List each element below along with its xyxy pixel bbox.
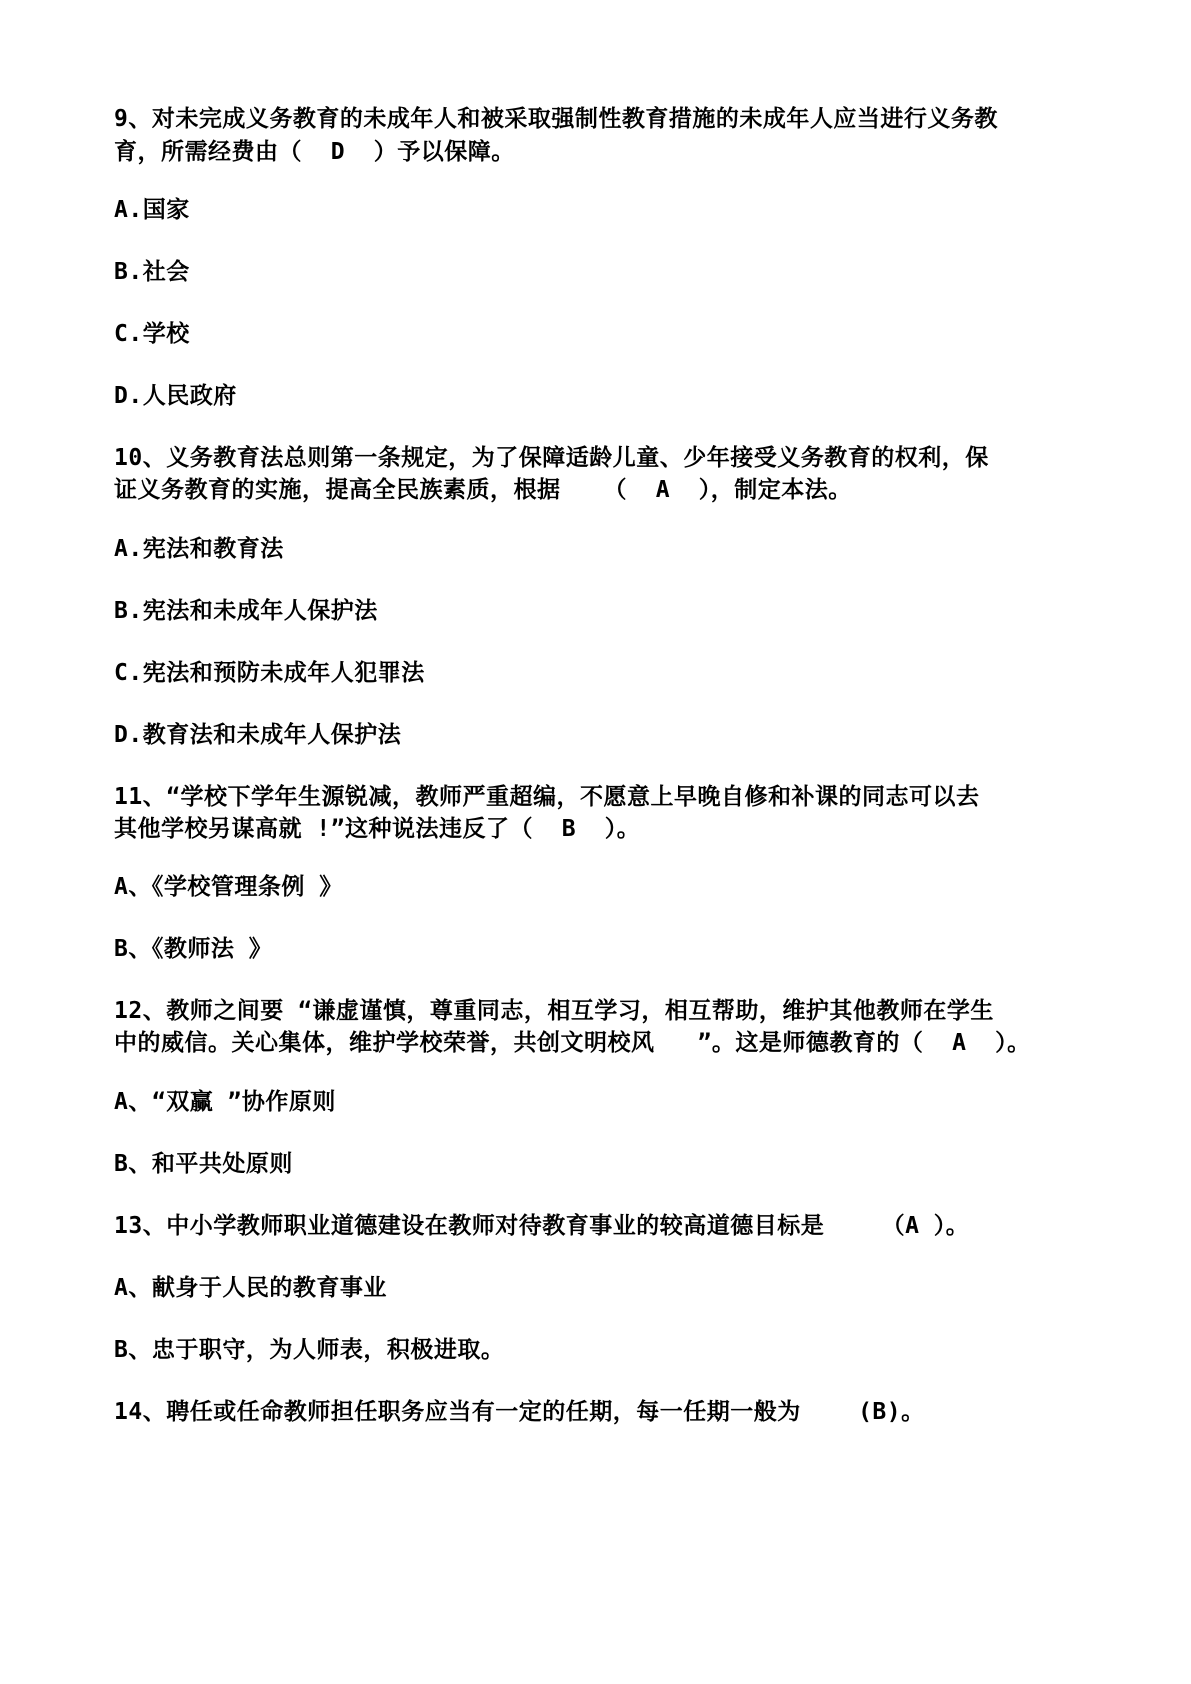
question-11-line-2: 其他学校另谋高就 !”这种说法违反了（ B ）。 (114, 816, 641, 842)
question-10-line-1: 10、义务教育法总则第一条规定，为了保障适龄儿童、少年接受义务教育的权利，保 (114, 445, 989, 471)
question-10-option-c: C.宪法和预防未成年人犯罪法 (114, 660, 425, 686)
question-9-option-a: A.国家 (114, 197, 190, 223)
question-10-option-a: A.宪法和教育法 (114, 536, 284, 562)
question-12-line-2: 中的威信。关心集体，维护学校荣誉，共创文明校风 ”。这是师德教育的（ A ）。 (114, 1030, 1031, 1056)
question-11-option-b: B、《教师法 》 (114, 936, 273, 962)
question-13-option-a: A、献身于人民的教育事业 (114, 1275, 387, 1301)
question-9-line-2: 育，所需经费由（ D ）予以保障。 (114, 139, 515, 165)
question-11-line-1: 11、“学校下学年生源锐减，教师严重超编，不愿意上早晚自修和补课的同志可以去 (114, 784, 980, 810)
question-9-option-d: D.人民政府 (114, 383, 237, 409)
question-12-line-1: 12、教师之间要 “谦虚谨慎，尊重同志，相互学习，相互帮助，维护其他教师在学生 (114, 998, 994, 1024)
question-9-option-c: C.学校 (114, 321, 190, 347)
question-10-line-2: 证义务教育的实施，提高全民族素质，根据 （ A ），制定本法。 (114, 477, 852, 503)
question-11-option-a: A、《学校管理条例 》 (114, 874, 343, 900)
question-13-line-1: 13、中小学教师职业道德建设在教师对待教育事业的较高道德目标是 （A ）。 (114, 1213, 970, 1239)
question-12-option-b: B、和平共处原则 (114, 1151, 293, 1177)
question-12-option-a: A、“双赢 ”协作原则 (114, 1089, 336, 1115)
question-9-line-1: 9、对未完成义务教育的未成年人和被采取强制性教育措施的未成年人应当进行义务教 (114, 106, 998, 132)
question-13-option-b: B、忠于职守，为人师表，积极进取。 (114, 1337, 505, 1363)
question-14-line-1: 14、聘任或任命教师担任职务应当有一定的任期，每一任期一般为 (B)。 (114, 1399, 925, 1425)
question-10-option-b: B.宪法和未成年人保护法 (114, 598, 378, 624)
question-9-option-b: B.社会 (114, 259, 190, 285)
question-10-option-d: D.教育法和未成年人保护法 (114, 722, 402, 748)
